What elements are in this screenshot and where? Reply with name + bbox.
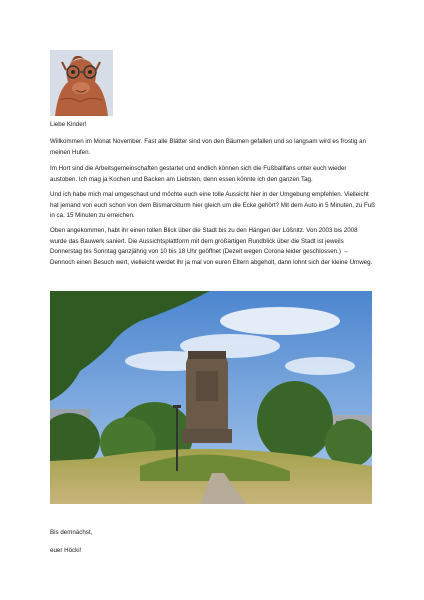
camel-icon <box>50 50 113 116</box>
bismarck-tower-photo <box>50 291 372 504</box>
paragraph-2: Im Hort sind die Arbeitsgemeinschaften gestartet und endlich können sich die Fußballfans unter euch wieder austoben. Ich mag ja Kochen und Backen am Liebsten, denn essen könnte ich den ganzen Tag. <box>50 165 347 183</box>
paragraph-4: Oben angekommen, habt ihr einen tollen Blick über die Stadt bis zu den Hängen der Lößnitz. Von 2003 bis 2008 wurde das Bauwerk saniert. Die Aussichtsplattform mit dem großartigen Rundblick über die Stadt ist jeweils Donnerstag bis Sonntag ganzjährig von 10 bis 18 Uhr geöffnet (Dezeit wegen Corona leider geschlossen.) → Dennoch einen Besuch wert, vielleicht werdet ihr ja mal von euren Eltern abgeholt, dann lohnt sich der kleine Umweg. <box>50 227 373 266</box>
paragraph-3: Und ich habe mich mal umgeschaut und möchte euch eine tolle Aussicht hier in der Umgebung empfehlen. Vielleicht hat jemand von euch schon von dem Bismarckturm hier gleich um die Ecke gehört? Mit dem Auto in 5 Minuten, zu Fuß in ca. 15 Minuten zu erreichen. <box>50 191 376 220</box>
greeting: Liebe Kinder! <box>50 121 87 128</box>
camel-drawing-image <box>50 50 113 116</box>
paragraph-1: Willkommen im Monat November. Fast alle Blätter sind von den Bäumen gefallen und so langsam wird es frostig an meinen Hufen. <box>50 138 367 156</box>
closing: Bis demnächst, <box>50 529 93 536</box>
signature: euer Höcki! <box>50 547 82 554</box>
tower-photo-graphic <box>50 291 372 504</box>
